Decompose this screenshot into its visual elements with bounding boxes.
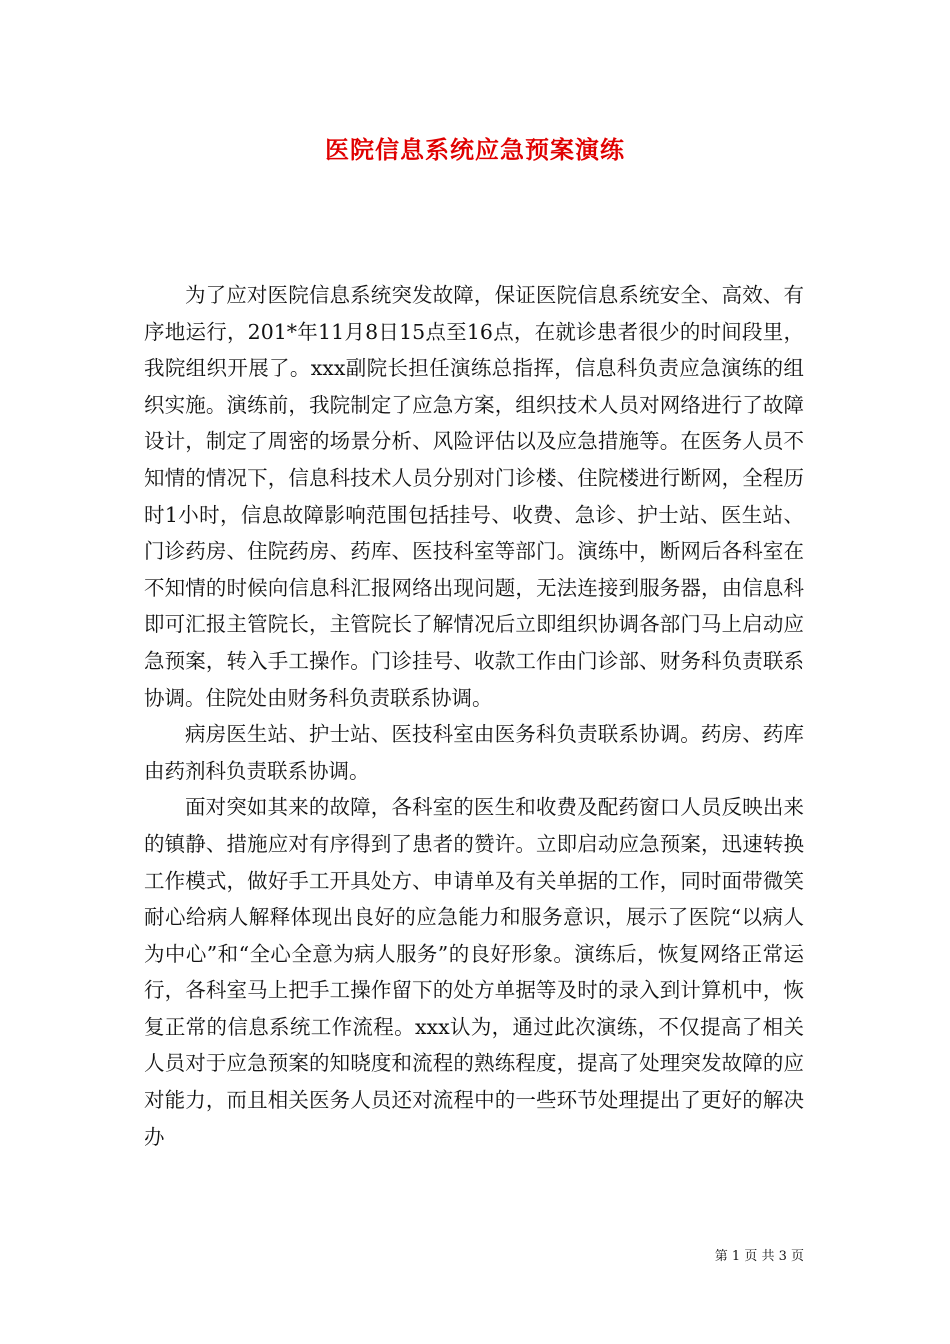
paragraph-2: 病房医生站、护士站、医技科室由医务科负责联系协调。药房、药库由药剂科负责联系协调。 <box>144 722 804 783</box>
document-title: 医院信息系统应急预案演练 <box>325 135 625 164</box>
page-number-footer: 第 1 页 共 3 页 <box>714 1249 804 1264</box>
document-body <box>144 277 804 1155</box>
paragraph-1: 为了应对医院信息系统突发故障，保证医院信息系统安全、高效、有序地运行，201*年11月8日15点至16点，在就诊患者很少的时间段里，我院组织开展了。xxx副院长担任演练总指挥，信息科负责应急演练的组织实施。演练前，我院制定了应急方案，组织技术人员对网络进行了故障设计，制定了周密的场景分析、风险评估以及应急措施等。在医务人员不知情的情况下，信息科技术人员分别对门诊楼、住院楼进行断网，全程历时1小时，信息故障影响范围包括挂号、收费、急诊、护士站、医生站、门诊药房、住院药房、药库、医技科室等部门。演练中，断网后各科室在不知情的时候向信息科汇报网络出现问题，无法连接到服务器，由信息科即可汇报主管院长，主管院长了解情况后立即组织协调各部门马上启动应急预案，转入手工操作。门诊挂号、收款工作由门诊部、财务科负责联系协调。住院处由财务科负责联系协调。 <box>144 283 804 710</box>
paragraph-3: 面对突如其来的故障，各科室的医生和收费及配药窗口人员反映出来的镇静、措施应对有序得到了患者的赞许。立即启动应急预案，迅速转换工作模式，做好手工开具处方、申请单及有关单据的工作，同时面带微笑耐心给病人解释体现出良好的应急能力和服务意识，展示了医院“以病人为中心”和“全心全意为病人服务”的良好形象。演练后，恢复网络正常运行，各科室马上把手工操作留下的处方单据等及时的录入到计算机中，恢复正常的信息系统工作流程。xxx认为，通过此次演练，不仅提高了相关人员对于应急预案的知晓度和流程的熟练程度，提高了处理突发故障的应对能力，而且相关医务人员还对流程中的一些环节处理提出了更好的解决办 <box>144 795 804 1149</box>
